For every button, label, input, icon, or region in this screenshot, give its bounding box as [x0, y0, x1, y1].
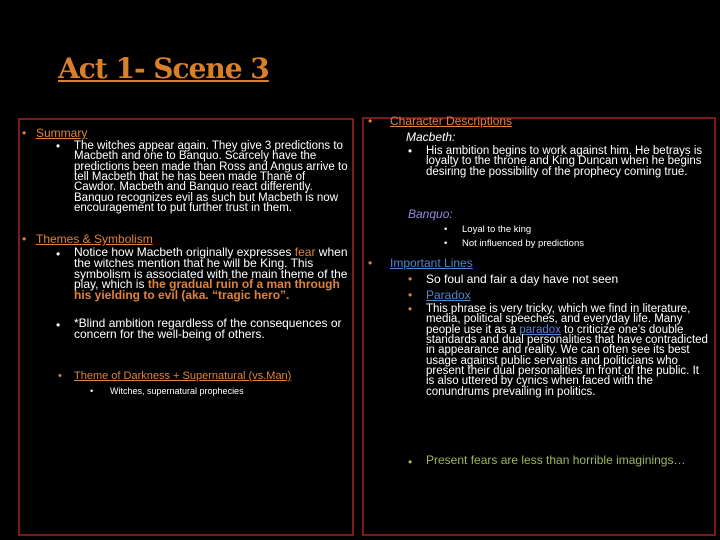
bullet-icon: • — [368, 256, 373, 270]
summary-item — [56, 141, 348, 213]
themes-text-2: when the witches mention that he will be King. This symbolism is associated with the main theme of the play, which is — [74, 245, 348, 292]
banquo-text-2: Not influenced by predictions — [462, 238, 584, 249]
bullet-icon: • — [22, 126, 27, 140]
themes-section — [22, 232, 342, 246]
macbeth-text: His ambition begins to work against him. He betrays is loyalty to the throne and King Duncan when he begins desiring the possibility of the prophecy coming true. — [426, 145, 703, 178]
bullet-icon: • — [90, 386, 94, 396]
bullet-icon: • — [444, 238, 448, 249]
bullet-icon: • — [408, 304, 413, 316]
themes-item-2 — [56, 318, 348, 340]
lines-item-3 — [408, 304, 710, 397]
bullet-icon: • — [408, 288, 413, 302]
darkness-section — [58, 370, 348, 382]
banquo-label: Banquo: — [408, 207, 453, 221]
bullet-icon: • — [368, 114, 373, 128]
bullet-icon: • — [408, 146, 413, 158]
macbeth-label: Macbeth: — [406, 130, 456, 144]
fears-text: Present fears are less than horrible imaginings… — [426, 453, 686, 467]
banquo-item-2 — [444, 238, 704, 249]
darkness-heading: Theme of Darkness + Supernatural (vs.Man) — [74, 370, 292, 382]
lines-section — [368, 256, 708, 270]
lines-heading: Important Lines — [390, 256, 473, 270]
bullet-icon: • — [58, 370, 62, 382]
macbeth-item — [408, 146, 706, 177]
bullet-icon: • — [444, 224, 448, 235]
slide-title: Act 1- Scene 3 — [58, 52, 269, 85]
summary-section — [22, 126, 342, 140]
bullet-icon: • — [408, 455, 413, 469]
summary-text: The witches appear again. They give 3 predictions to Macbeth and one to Banquo. Scarcely have the predictions been made than Ross and Angus arrive to tell Macbeth that he has been made Thane of Cawdor. Macbeth and Banquo react differently. Banquo recognizes evil as such but Macbeth is now encouragement to put further trust in them. — [74, 140, 348, 215]
themes-text-1: Notice how Macbeth originally expresses — [74, 245, 295, 259]
lines-item-4 — [408, 455, 708, 469]
bullet-icon: • — [56, 247, 61, 261]
lines-item-1 — [408, 272, 708, 286]
darkness-text: Witches, supernatural prophecies — [110, 386, 244, 396]
themes-text-ambition: *Blind ambition regardless of the consequences or concern for the well-being of others. — [74, 316, 342, 341]
banquo-text-1: Loyal to the king — [462, 224, 532, 235]
banquo-item-1 — [444, 224, 704, 235]
themes-heading: Themes & Symbolism — [36, 232, 153, 246]
paradox-text-1: This phrase is very tricky, which we find in literature, media, political speeches, and everyday life. Many people use it as a — [426, 303, 691, 336]
bullet-icon: • — [22, 232, 27, 246]
bullet-icon: • — [56, 141, 61, 153]
fear-highlight: fear — [294, 245, 316, 259]
bullet-icon: • — [56, 318, 61, 332]
lines-item-2 — [408, 288, 708, 302]
themes-item-1 — [56, 247, 348, 301]
paradox-link[interactable]: Paradox — [426, 288, 471, 302]
summary-heading: Summary — [36, 126, 88, 140]
characters-heading: Character Descriptions — [390, 114, 513, 128]
characters-section — [368, 114, 708, 128]
ruin-highlight: the gradual ruin of a man through his yielding to evil (aka. “tragic hero”. — [74, 277, 340, 303]
quote-text: So foul and fair a day have not seen — [426, 272, 619, 286]
bullet-icon: • — [408, 272, 413, 286]
paradox-text-2: to criticize one’s double standards and dual personalities that have contradicted in appearance and reality. We can often see its best usage against public servants and politicians who present their dual personalities in front of the public. It is also uttered by cynics when faced with the conundrums prevailing in politics. — [426, 323, 708, 398]
paradox-inline-link[interactable]: paradox — [519, 323, 561, 336]
darkness-item — [90, 386, 340, 396]
